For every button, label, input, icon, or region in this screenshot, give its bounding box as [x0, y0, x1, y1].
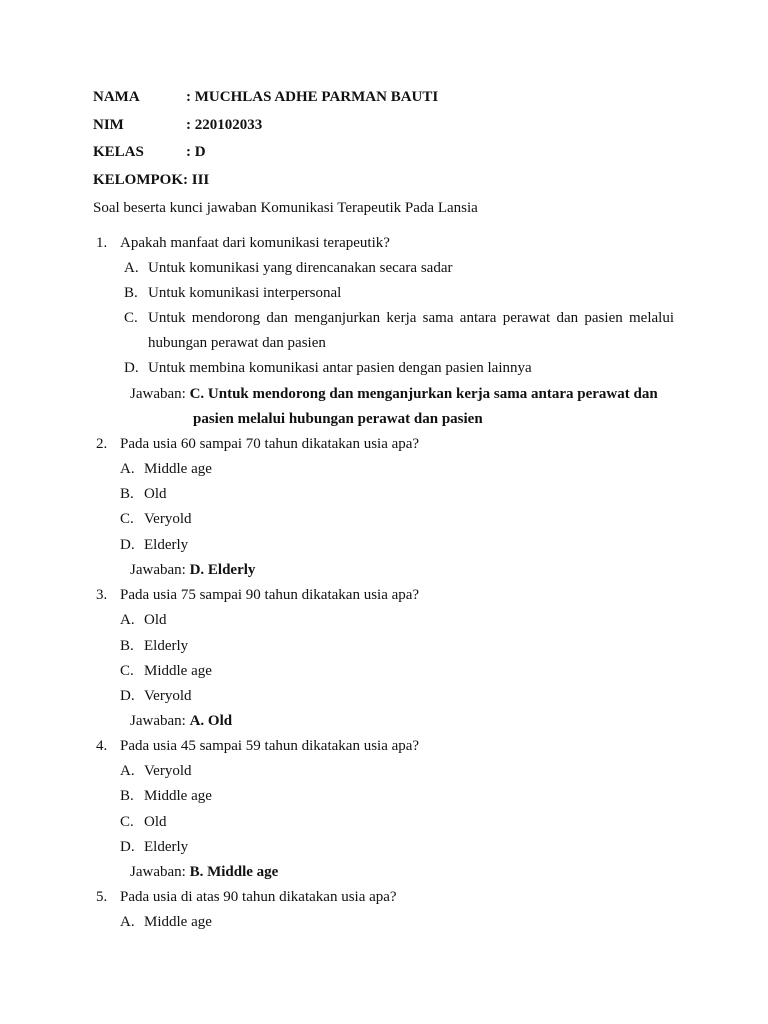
option-letter: C.	[120, 511, 134, 527]
option-text: Untuk membina komunikasi antar pasien dengan pasien lainnya	[148, 360, 532, 376]
answer-value: B. Middle age	[189, 864, 279, 880]
answer-line	[130, 561, 255, 579]
nama-value: : MUCHLAS ADHE PARMAN BAUTI	[186, 89, 439, 105]
option-letter: A.	[124, 260, 139, 276]
question-number: 3.	[96, 587, 108, 603]
option-letter: D.	[120, 688, 135, 704]
answer-line	[130, 712, 232, 730]
option-text: Untuk mendorong dan menganjurkan kerja sama antara perawat dan pasien melalui	[148, 310, 674, 326]
option-letter: C.	[124, 310, 138, 326]
option-text: Middle age	[144, 788, 212, 804]
answer-label: Jawaban:	[130, 713, 186, 729]
option-letter: A.	[120, 914, 135, 930]
answer-line	[130, 385, 658, 403]
option-text: Untuk komunikasi interpersonal	[148, 285, 342, 301]
option-text: Elderly	[144, 839, 189, 855]
option-letter: A.	[120, 461, 135, 477]
option-letter: D.	[120, 839, 135, 855]
answer-label: Jawaban:	[130, 386, 186, 402]
option-letter: B.	[124, 285, 138, 301]
nim-value: : 220102033	[186, 117, 263, 133]
question-number: 4.	[96, 738, 108, 754]
option-text: Old	[144, 814, 167, 830]
option-text: Middle age	[144, 663, 212, 679]
question-text: Pada usia 75 sampai 90 tahun dikatakan usia apa?	[120, 587, 420, 603]
question-number: 5.	[96, 889, 108, 905]
answer-value: C. Untuk mendorong dan menganjurkan kerja sama antara perawat dan	[189, 386, 658, 402]
option-text: Veryold	[144, 511, 192, 527]
intro-text: Soal beserta kunci jawaban Komunikasi Terapeutik Pada Lansia	[93, 200, 478, 216]
option-text: Middle age	[144, 914, 212, 930]
option-letter: B.	[120, 638, 134, 654]
option-text: Middle age	[144, 461, 212, 477]
question-text: Apakah manfaat dari komunikasi terapeutik?	[120, 235, 390, 251]
answer-value: D. Elderly	[189, 562, 256, 578]
option-text: Elderly	[144, 537, 189, 553]
option-text: Old	[144, 486, 167, 502]
option-letter: B.	[120, 788, 134, 804]
option-letter: C.	[120, 663, 134, 679]
answer-value-continued: pasien melalui hubungan perawat dan pasien	[193, 411, 483, 427]
option-text: Elderly	[144, 638, 189, 654]
answer-label: Jawaban:	[130, 864, 186, 880]
answer-line	[130, 863, 278, 881]
option-letter: D.	[124, 360, 139, 376]
kelompok-label: KELOMPOK: III	[93, 172, 210, 188]
option-text-continued: hubungan perawat dan pasien	[148, 335, 326, 351]
option-text: Veryold	[144, 763, 192, 779]
question-text: Pada usia 60 sampai 70 tahun dikatakan usia apa?	[120, 436, 420, 452]
option-letter: A.	[120, 612, 135, 628]
answer-value: A. Old	[189, 713, 233, 729]
option-text: Veryold	[144, 688, 192, 704]
answer-label: Jawaban:	[130, 562, 186, 578]
question-number: 1.	[96, 235, 108, 251]
kelas-value: : D	[186, 144, 206, 160]
option-text: Untuk komunikasi yang direncanakan secara sadar	[148, 260, 453, 276]
nim-label: NIM	[93, 117, 124, 133]
kelas-label: KELAS	[93, 144, 144, 160]
option-letter: D.	[120, 537, 135, 553]
question-text: Pada usia 45 sampai 59 tahun dikatakan usia apa?	[120, 738, 420, 754]
nama-label: NAMA	[93, 89, 140, 105]
option-letter: B.	[120, 486, 134, 502]
option-letter: A.	[120, 763, 135, 779]
option-text: Old	[144, 612, 167, 628]
question-text: Pada usia di atas 90 tahun dikatakan usia apa?	[120, 889, 397, 905]
question-number: 2.	[96, 436, 108, 452]
option-letter: C.	[120, 814, 134, 830]
